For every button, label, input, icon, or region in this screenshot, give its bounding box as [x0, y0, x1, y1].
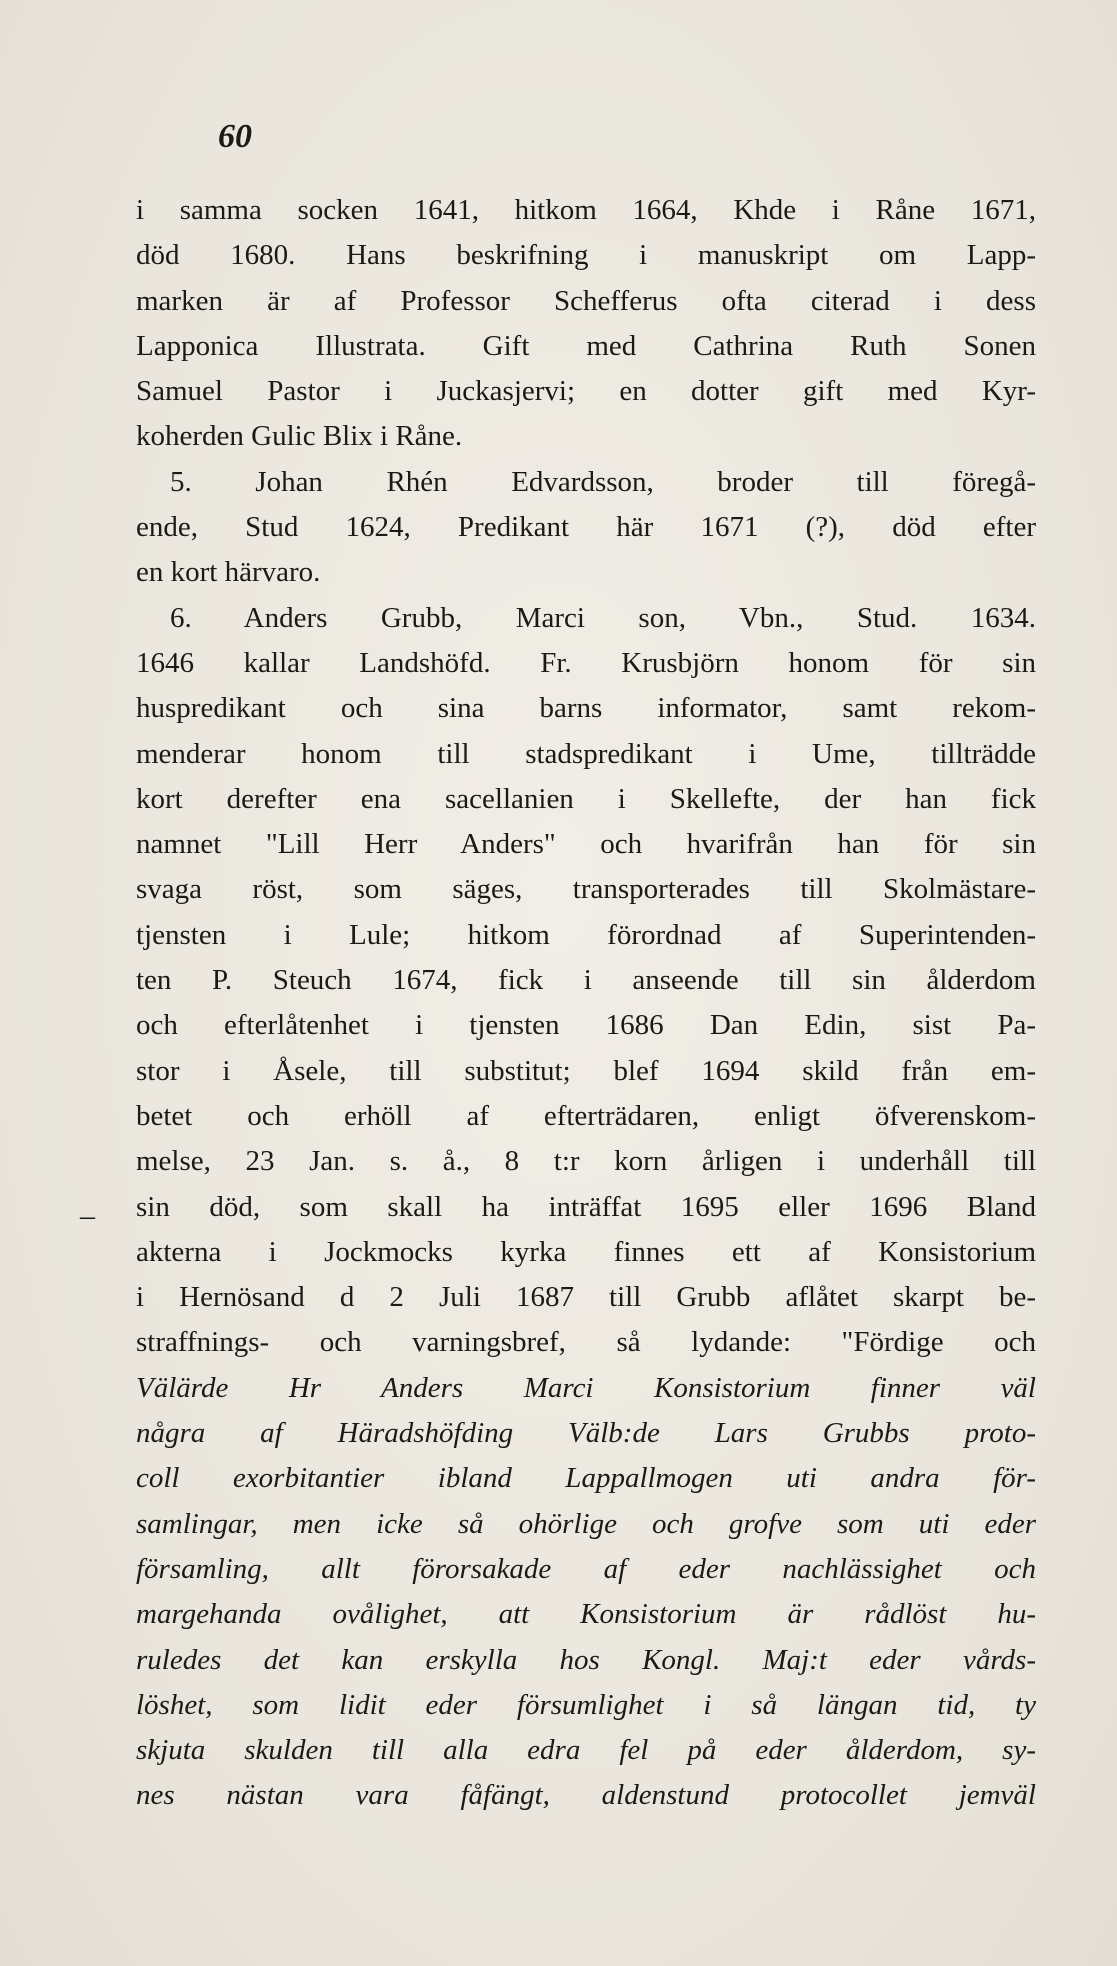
text-line: ten P. Steuch 1674, fick i anseende till sin ålderdom [136, 964, 1036, 997]
text-line: stor i Åsele, till substitut; blef 1694 skild från em- [136, 1054, 1036, 1087]
text-line: marken är af Professor Schefferus ofta citerad i dess [136, 284, 1036, 317]
text-line: och efterlåtenhet i tjensten 1686 Dan Edin, sist Pa- [136, 1009, 1036, 1042]
text-line: en kort härvaro. [136, 556, 321, 589]
text-line: sin död, som skall ha inträffat 1695 eller 1696 Bland [136, 1190, 1036, 1223]
text-line: svaga röst, som säges, transporterades till Skolmästare- [136, 873, 1036, 906]
text-line: koherden Gulic Blix i Råne. [136, 420, 463, 453]
text-line: 1646 kallar Landshöfd. Fr. Krusbjörn honom för sin [136, 646, 1036, 679]
text-line-quote: några af Häradshöfding Välb:de Lars Grubbs proto- [136, 1417, 1036, 1450]
text-line: straffnings- och varningsbref, så lydande: "Fördige och [136, 1326, 1036, 1359]
text-line-quote: ruledes det kan erskylla hos Kongl. Maj:t eder vårds- [136, 1643, 1036, 1676]
text-line: namnet "Lill Herr Anders" och hvarifrån han för sin [136, 828, 1036, 861]
text-line: i samma socken 1641, hitkom 1664, Khde i Råne 1671, [136, 194, 1036, 226]
page-number: 60 [218, 118, 252, 155]
text-line: huspredikant och sina barns informator, samt rekom- [136, 692, 1036, 725]
text-line-quote: Välärde Hr Anders Marci Konsistorium finner väl [136, 1371, 1036, 1404]
text-line: ende, Stud 1624, Predikant här 1671 (?), död efter [136, 511, 1036, 544]
text-line-quote: löshet, som lidit eder försumlighet i så längan tid, ty [136, 1688, 1036, 1721]
text-line: död 1680. Hans beskrifning i manuskript om Lapp- [136, 239, 1036, 272]
text-line-entry-6: 6. Anders Grubb, Marci son, Vbn., Stud. 1634. [170, 601, 1036, 634]
text-line-quote: nes nästan vara fåfängt, aldenstund protocollet jemväl [136, 1779, 1036, 1812]
text-line: Lapponica Illustrata. Gift med Cathrina Ruth Sonen [136, 329, 1036, 362]
text-line: tjensten i Lule; hitkom förordnad af Superintenden- [136, 918, 1036, 951]
body-text [136, 188, 1036, 1819]
text-line: Samuel Pastor i Juckasjervi; en dotter gift med Kyr- [136, 375, 1036, 408]
text-line-quote: samlingar, men icke så ohörlige och grofve som uti eder [136, 1507, 1036, 1540]
text-line: kort derefter ena sacellanien i Skellefte, der han fick [136, 782, 1036, 815]
text-line: akterna i Jockmocks kyrka finnes ett af Konsistorium [136, 1235, 1036, 1268]
text-line-quote: margehanda ovålighet, att Konsistorium är rådlöst hu- [136, 1598, 1036, 1631]
text-line-quote: församling, allt förorsakade af eder nachlässighet och [136, 1552, 1036, 1585]
margin-mark: – [80, 1199, 95, 1232]
text-line-entry-5: 5. Johan Rhén Edvardsson, broder till föregå- [170, 465, 1036, 498]
text-line-quote: skjuta skulden till alla edra fel på eder ålderdom, sy- [136, 1734, 1036, 1767]
text-line: melse, 23 Jan. s. å., 8 t:r korn årligen i underhåll till [136, 1145, 1036, 1178]
text-line: i Hernösand d 2 Juli 1687 till Grubb aflåtet skarpt be- [136, 1281, 1036, 1314]
text-line: betet och erhöll af efterträdaren, enligt öfverenskom- [136, 1099, 1036, 1132]
text-line-quote: coll exorbitantier ibland Lappallmogen uti andra för- [136, 1462, 1036, 1495]
text-line: menderar honom till stadspredikant i Ume, tillträdde [136, 737, 1036, 770]
